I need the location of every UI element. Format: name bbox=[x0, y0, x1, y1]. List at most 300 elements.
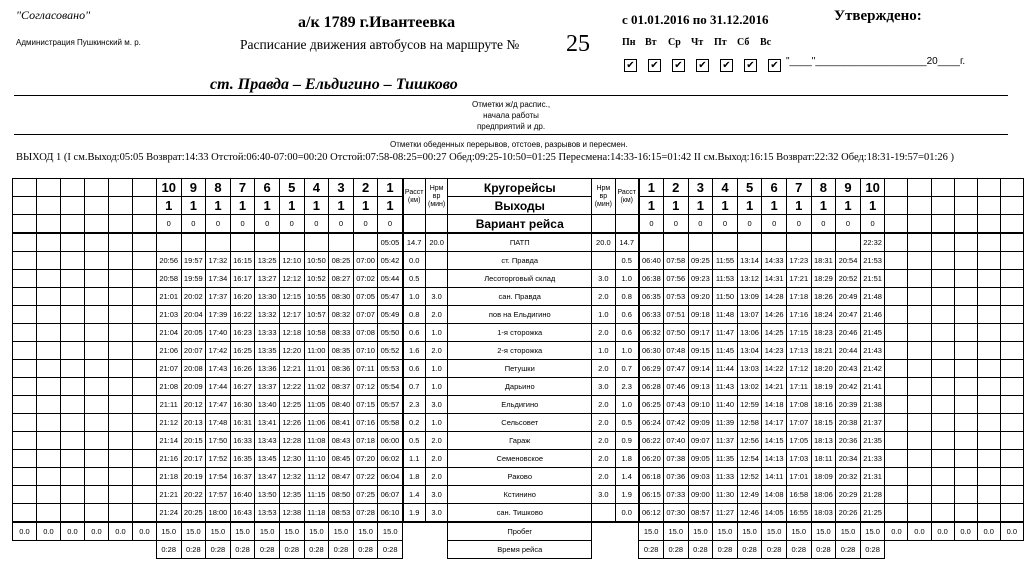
departure-time: 20:19 bbox=[181, 468, 206, 486]
departure-time: 14:22 bbox=[762, 360, 787, 378]
blank-cell bbox=[1000, 396, 1023, 414]
stop-name: 1-я сторожка bbox=[448, 324, 592, 342]
blank-cell bbox=[13, 504, 37, 523]
departure-time: 21:24 bbox=[156, 504, 181, 523]
trip-number: 10 bbox=[860, 179, 885, 197]
trip-number: 6 bbox=[762, 179, 787, 197]
departure-time: 13:53 bbox=[255, 504, 280, 523]
departure-time: 21:18 bbox=[156, 468, 181, 486]
blank-cell bbox=[36, 486, 60, 504]
blank-cell bbox=[36, 450, 60, 468]
variant-code: 0 bbox=[279, 215, 304, 234]
distance: 0.8 bbox=[615, 288, 639, 306]
blank-cell bbox=[108, 541, 132, 559]
weekday-checkbox[interactable]: ✔ bbox=[720, 59, 733, 72]
trip-time: 0:28 bbox=[230, 541, 255, 559]
departure-time: 14:08 bbox=[762, 486, 787, 504]
variant-code: 0 bbox=[860, 215, 885, 234]
departure-time: 08:47 bbox=[329, 468, 354, 486]
weekday-checkboxes bbox=[624, 55, 792, 73]
blank-cell bbox=[977, 215, 1000, 234]
blank-cell bbox=[36, 378, 60, 396]
blank-cell bbox=[108, 215, 132, 234]
departure-time: 21:08 bbox=[156, 378, 181, 396]
departure-time: 06:33 bbox=[639, 306, 664, 324]
departure-time: 07:38 bbox=[663, 450, 688, 468]
departure-time: 06:20 bbox=[639, 450, 664, 468]
blank-cell bbox=[737, 233, 762, 252]
blank-cell bbox=[1000, 360, 1023, 378]
departure-time: 18:19 bbox=[811, 378, 836, 396]
blank-cell bbox=[885, 486, 908, 504]
departure-time: 17:08 bbox=[786, 396, 811, 414]
blank-cell bbox=[1000, 414, 1023, 432]
blank-cell bbox=[13, 342, 37, 360]
departure-time: 10:52 bbox=[304, 270, 329, 288]
mileage-value: 15.0 bbox=[811, 522, 836, 541]
departure-time: 07:40 bbox=[663, 432, 688, 450]
distance: 1.9 bbox=[615, 486, 639, 504]
departure-time: 09:10 bbox=[688, 396, 713, 414]
departure-time: 11:55 bbox=[713, 252, 738, 270]
departure-time: 06:07 bbox=[378, 486, 403, 504]
weekday-checkbox[interactable]: ✔ bbox=[672, 59, 685, 72]
distance: 0.9 bbox=[615, 432, 639, 450]
stop-name: Дарьино bbox=[448, 378, 592, 396]
blank-cell bbox=[13, 252, 37, 270]
blank-cell bbox=[230, 233, 255, 252]
departure-time: 20:36 bbox=[836, 432, 861, 450]
railway-marks-note: Отметки ж/д распис., начала работы предприятий и др. bbox=[472, 100, 551, 131]
blank-cell bbox=[931, 306, 954, 324]
departure-time: 17:23 bbox=[786, 252, 811, 270]
vyhod-number: 1 bbox=[713, 197, 738, 215]
trip-time: 0:28 bbox=[255, 541, 280, 559]
departure-time: 11:47 bbox=[713, 324, 738, 342]
depot-return: 22:32 bbox=[860, 233, 885, 252]
blank-cell bbox=[132, 432, 156, 450]
departure-time: 08:37 bbox=[329, 378, 354, 396]
departure-time: 20:56 bbox=[156, 252, 181, 270]
norm-time: 3.0 bbox=[425, 288, 448, 306]
departure-time: 06:04 bbox=[378, 468, 403, 486]
blank-cell bbox=[108, 288, 132, 306]
mileage-value: 15.0 bbox=[181, 522, 206, 541]
blank-cell bbox=[84, 486, 108, 504]
departure-time: 21:14 bbox=[156, 432, 181, 450]
blank-cell bbox=[931, 270, 954, 288]
blank-cell bbox=[425, 541, 448, 559]
departure-time: 08:50 bbox=[329, 486, 354, 504]
variant-code: 0 bbox=[304, 215, 329, 234]
blank-cell bbox=[908, 486, 931, 504]
blank-cell bbox=[908, 252, 931, 270]
norm-time: 3.0 bbox=[425, 396, 448, 414]
departure-time: 21:37 bbox=[860, 414, 885, 432]
blank-cell bbox=[108, 342, 132, 360]
departure-time: 07:07 bbox=[353, 306, 378, 324]
departure-time: 13:07 bbox=[737, 306, 762, 324]
departure-time: 11:06 bbox=[304, 414, 329, 432]
weekday-label: Вс bbox=[760, 37, 772, 48]
validity-period: с 01.01.2016 по 31.12.2016 bbox=[622, 12, 769, 27]
trip-time: 0:28 bbox=[353, 541, 378, 559]
blank-cell bbox=[977, 342, 1000, 360]
departure-time: 07:18 bbox=[353, 432, 378, 450]
blank-cell bbox=[60, 414, 84, 432]
mileage-value: 15.0 bbox=[663, 522, 688, 541]
departure-time: 05:57 bbox=[378, 396, 403, 414]
departure-time: 20:34 bbox=[836, 450, 861, 468]
col-nrm-header: Нрм вр (мин) bbox=[592, 179, 616, 215]
variant-code: 0 bbox=[836, 215, 861, 234]
blank-cell bbox=[908, 541, 931, 559]
departure-time: 12:52 bbox=[737, 468, 762, 486]
blank-cell bbox=[1000, 179, 1023, 197]
departure-time: 07:46 bbox=[663, 378, 688, 396]
departure-time: 13:09 bbox=[737, 288, 762, 306]
departure-time: 09:09 bbox=[688, 414, 713, 432]
departure-time: 20:47 bbox=[836, 306, 861, 324]
departure-time: 10:55 bbox=[304, 288, 329, 306]
blank-cell bbox=[60, 541, 84, 559]
departure-time: 13:45 bbox=[255, 450, 280, 468]
departure-time: 13:27 bbox=[255, 270, 280, 288]
departure-time: 14:28 bbox=[762, 288, 787, 306]
stop-row bbox=[13, 252, 1024, 270]
mileage-value: 15.0 bbox=[378, 522, 403, 541]
departure-time: 21:21 bbox=[156, 486, 181, 504]
blank-cell bbox=[13, 270, 37, 288]
departure-time: 05:42 bbox=[378, 252, 403, 270]
blank-cell bbox=[954, 450, 977, 468]
blank-cell bbox=[885, 541, 908, 559]
blank-cell bbox=[931, 450, 954, 468]
blank-cell bbox=[84, 432, 108, 450]
departure-time: 11:15 bbox=[304, 486, 329, 504]
departure-time: 12:18 bbox=[279, 324, 304, 342]
trip-time: 0:28 bbox=[329, 541, 354, 559]
departure-time: 06:30 bbox=[639, 342, 664, 360]
departure-time: 08:27 bbox=[329, 270, 354, 288]
vyhod-number: 1 bbox=[786, 197, 811, 215]
departure-time: 06:40 bbox=[639, 252, 664, 270]
departure-time: 11:10 bbox=[304, 450, 329, 468]
departure-time: 18:03 bbox=[811, 504, 836, 523]
blank-cell bbox=[132, 252, 156, 270]
departure-time: 21:48 bbox=[860, 288, 885, 306]
departure-time: 20:32 bbox=[836, 468, 861, 486]
mileage-value: 0.0 bbox=[931, 522, 954, 541]
departure-time: 09:20 bbox=[688, 288, 713, 306]
blank-cell bbox=[977, 197, 1000, 215]
krugoreisy-header: Кругорейсы bbox=[448, 179, 592, 197]
blank-cell bbox=[931, 342, 954, 360]
departure-time: 09:25 bbox=[688, 252, 713, 270]
variant-header: Вариант рейса bbox=[448, 215, 592, 234]
trip-number: 1 bbox=[378, 179, 403, 197]
departure-time: 06:28 bbox=[639, 378, 664, 396]
vyhod-number: 1 bbox=[737, 197, 762, 215]
mileage-value: 0.0 bbox=[108, 522, 132, 541]
distance: 1.0 bbox=[615, 342, 639, 360]
departure-time: 20:08 bbox=[181, 360, 206, 378]
departure-time: 11:02 bbox=[304, 378, 329, 396]
weekday-checkbox[interactable]: ✔ bbox=[696, 59, 709, 72]
weekday-checkbox[interactable]: ✔ bbox=[648, 59, 661, 72]
blank-cell bbox=[13, 541, 37, 559]
stop-name: сан. Правда bbox=[448, 288, 592, 306]
blank-cell bbox=[639, 233, 664, 252]
blank-cell bbox=[36, 288, 60, 306]
trip-time: 0:28 bbox=[836, 541, 861, 559]
blank-cell bbox=[954, 541, 977, 559]
blank-cell bbox=[60, 252, 84, 270]
departure-time: 21:41 bbox=[860, 378, 885, 396]
trip-time: 0:28 bbox=[304, 541, 329, 559]
departure-time: 17:44 bbox=[206, 378, 231, 396]
departure-time: 20:02 bbox=[181, 288, 206, 306]
vyhod-number: 1 bbox=[279, 197, 304, 215]
departure-time: 07:30 bbox=[663, 504, 688, 523]
distance: 0.0 bbox=[615, 504, 639, 523]
departure-time: 09:13 bbox=[688, 378, 713, 396]
weekday-label: Вт bbox=[645, 37, 657, 48]
norm-time: 1.0 bbox=[592, 342, 616, 360]
blank-cell bbox=[954, 288, 977, 306]
blank-cell bbox=[132, 324, 156, 342]
blank-cell bbox=[132, 342, 156, 360]
blank-cell bbox=[329, 233, 354, 252]
stop-name: Сельсовет bbox=[448, 414, 592, 432]
blank-cell bbox=[786, 233, 811, 252]
departure-time: 07:47 bbox=[663, 360, 688, 378]
blank-cell bbox=[60, 288, 84, 306]
blank-cell bbox=[977, 179, 1000, 197]
trip-number: 5 bbox=[737, 179, 762, 197]
departure-time: 17:42 bbox=[206, 342, 231, 360]
departure-time: 21:06 bbox=[156, 342, 181, 360]
norm-time: 2.0 bbox=[425, 306, 448, 324]
blank-cell bbox=[36, 360, 60, 378]
blank-cell bbox=[885, 179, 908, 197]
distance: 1.4 bbox=[615, 468, 639, 486]
blank-cell bbox=[425, 522, 448, 541]
departure-time: 08:25 bbox=[329, 252, 354, 270]
company-title: а/к 1789 г.Ивантеевка bbox=[298, 14, 456, 31]
mileage-row bbox=[13, 522, 1024, 541]
stop-name: пов на Ельдигино bbox=[448, 306, 592, 324]
mileage-value: 15.0 bbox=[737, 522, 762, 541]
stop-name: Петушки bbox=[448, 360, 592, 378]
norm-time: 2.0 bbox=[592, 414, 616, 432]
blank-cell bbox=[60, 504, 84, 523]
blank-cell bbox=[108, 179, 132, 197]
departure-time: 05:58 bbox=[378, 414, 403, 432]
blank-cell bbox=[908, 179, 931, 197]
departure-time: 20:43 bbox=[836, 360, 861, 378]
header-row-vyhody bbox=[13, 197, 1024, 215]
departure-time: 16:26 bbox=[230, 360, 255, 378]
blank-cell bbox=[108, 486, 132, 504]
stop-row bbox=[13, 306, 1024, 324]
departure-time: 06:29 bbox=[639, 360, 664, 378]
departure-time: 12:20 bbox=[279, 342, 304, 360]
weekday-label: Пт bbox=[714, 37, 727, 48]
distance: 2.3 bbox=[403, 396, 426, 414]
blank-cell bbox=[36, 324, 60, 342]
blank-cell bbox=[954, 270, 977, 288]
departure-time: 21:35 bbox=[860, 432, 885, 450]
blank-cell bbox=[403, 541, 426, 559]
departure-time: 16:31 bbox=[230, 414, 255, 432]
blank-cell bbox=[811, 233, 836, 252]
depot-norm: 20.0 bbox=[425, 233, 448, 252]
trip-number: 3 bbox=[329, 179, 354, 197]
departure-time: 05:49 bbox=[378, 306, 403, 324]
blank-cell bbox=[60, 197, 84, 215]
weekday-label: Сб bbox=[737, 37, 750, 48]
blank-cell bbox=[84, 468, 108, 486]
norm-time: 2.0 bbox=[425, 468, 448, 486]
norm-time: 3.0 bbox=[425, 486, 448, 504]
blank-cell bbox=[13, 432, 37, 450]
col-nrm-header: Нрм вр (мин) bbox=[425, 179, 448, 215]
departure-time: 16:15 bbox=[230, 252, 255, 270]
departure-time: 11:35 bbox=[713, 450, 738, 468]
vyhod-number: 1 bbox=[255, 197, 280, 215]
blank-cell bbox=[931, 288, 954, 306]
blank-cell bbox=[885, 414, 908, 432]
departure-time: 07:20 bbox=[353, 450, 378, 468]
blank-cell bbox=[60, 486, 84, 504]
departure-time: 14:18 bbox=[762, 396, 787, 414]
blank-cell bbox=[885, 504, 908, 523]
schedule-table bbox=[12, 178, 1024, 559]
vyhod-number: 1 bbox=[860, 197, 885, 215]
blank-cell bbox=[108, 396, 132, 414]
trip-time: 0:28 bbox=[811, 541, 836, 559]
weekday-checkbox[interactable]: ✔ bbox=[624, 59, 637, 72]
departure-time: 06:38 bbox=[639, 270, 664, 288]
norm-time: 2.0 bbox=[592, 450, 616, 468]
blank-cell bbox=[931, 504, 954, 523]
blank-cell bbox=[908, 324, 931, 342]
blank-cell bbox=[181, 233, 206, 252]
blank-cell bbox=[108, 414, 132, 432]
blank-cell bbox=[132, 396, 156, 414]
departure-time: 12:25 bbox=[279, 396, 304, 414]
departure-time: 13:50 bbox=[255, 486, 280, 504]
departure-time: 16:33 bbox=[230, 432, 255, 450]
departure-time: 14:25 bbox=[762, 324, 787, 342]
norm-time: 2.0 bbox=[425, 342, 448, 360]
blank-cell bbox=[425, 215, 448, 234]
blank-cell bbox=[132, 360, 156, 378]
departure-time: 17:11 bbox=[786, 378, 811, 396]
blank-cell bbox=[132, 197, 156, 215]
departure-time: 12:54 bbox=[737, 450, 762, 468]
blank-cell bbox=[36, 215, 60, 234]
departure-time: 11:30 bbox=[713, 486, 738, 504]
departure-time: 21:51 bbox=[860, 270, 885, 288]
departure-time: 17:40 bbox=[206, 324, 231, 342]
blank-cell bbox=[132, 179, 156, 197]
divider bbox=[14, 134, 1008, 135]
departure-time: 13:35 bbox=[255, 342, 280, 360]
blank-cell bbox=[60, 342, 84, 360]
departure-time: 16:22 bbox=[230, 306, 255, 324]
blank-cell bbox=[954, 252, 977, 270]
departure-time: 06:32 bbox=[639, 324, 664, 342]
mileage-value: 15.0 bbox=[836, 522, 861, 541]
blank-cell bbox=[977, 378, 1000, 396]
blank-cell bbox=[885, 378, 908, 396]
blank-cell bbox=[615, 215, 639, 234]
departure-time: 21:31 bbox=[860, 468, 885, 486]
departure-time: 13:32 bbox=[255, 306, 280, 324]
blank-cell bbox=[84, 197, 108, 215]
departure-time: 17:47 bbox=[206, 396, 231, 414]
weekday-checkbox[interactable]: ✔ bbox=[744, 59, 757, 72]
departure-time: 21:07 bbox=[156, 360, 181, 378]
blank-cell bbox=[908, 306, 931, 324]
blank-cell bbox=[132, 504, 156, 523]
blank-cell bbox=[108, 233, 132, 252]
departure-time: 07:33 bbox=[663, 486, 688, 504]
distance: 0.5 bbox=[615, 252, 639, 270]
stop-row bbox=[13, 342, 1024, 360]
blank-cell bbox=[13, 396, 37, 414]
weekday-checkbox[interactable]: ✔ bbox=[768, 59, 781, 72]
departure-time: 17:52 bbox=[206, 450, 231, 468]
blank-cell bbox=[13, 288, 37, 306]
blank-cell bbox=[84, 324, 108, 342]
departure-time: 06:00 bbox=[378, 432, 403, 450]
norm-time: 1.0 bbox=[425, 360, 448, 378]
trip-number: 8 bbox=[811, 179, 836, 197]
blank-cell bbox=[908, 288, 931, 306]
trip-number: 7 bbox=[786, 179, 811, 197]
trip-time-label: Время рейса bbox=[448, 541, 592, 559]
departure-time: 07:50 bbox=[663, 324, 688, 342]
trip-time: 0:28 bbox=[156, 541, 181, 559]
blank-cell bbox=[84, 270, 108, 288]
departure-time: 17:48 bbox=[206, 414, 231, 432]
departure-time: 14:15 bbox=[762, 432, 787, 450]
blank-cell bbox=[132, 450, 156, 468]
blank-cell bbox=[977, 486, 1000, 504]
blank-cell bbox=[13, 306, 37, 324]
departure-time: 07:02 bbox=[353, 270, 378, 288]
blank-cell bbox=[84, 306, 108, 324]
departure-time: 07:53 bbox=[663, 288, 688, 306]
breaks-marks-note: Отметки обеденных перерывов, отстоев, разрывов и пересмен. bbox=[390, 140, 628, 149]
departure-time: 21:16 bbox=[156, 450, 181, 468]
blank-cell bbox=[13, 324, 37, 342]
blank-cell bbox=[954, 360, 977, 378]
departure-time: 11:12 bbox=[304, 468, 329, 486]
norm-time: 1.0 bbox=[425, 414, 448, 432]
departure-time: 11:48 bbox=[713, 306, 738, 324]
trip-number: 4 bbox=[304, 179, 329, 197]
blank-cell bbox=[108, 450, 132, 468]
departure-time: 07:22 bbox=[353, 468, 378, 486]
departure-time: 05:53 bbox=[378, 360, 403, 378]
departure-time: 16:20 bbox=[230, 288, 255, 306]
blank-cell bbox=[13, 179, 37, 197]
variant-code: 0 bbox=[156, 215, 181, 234]
